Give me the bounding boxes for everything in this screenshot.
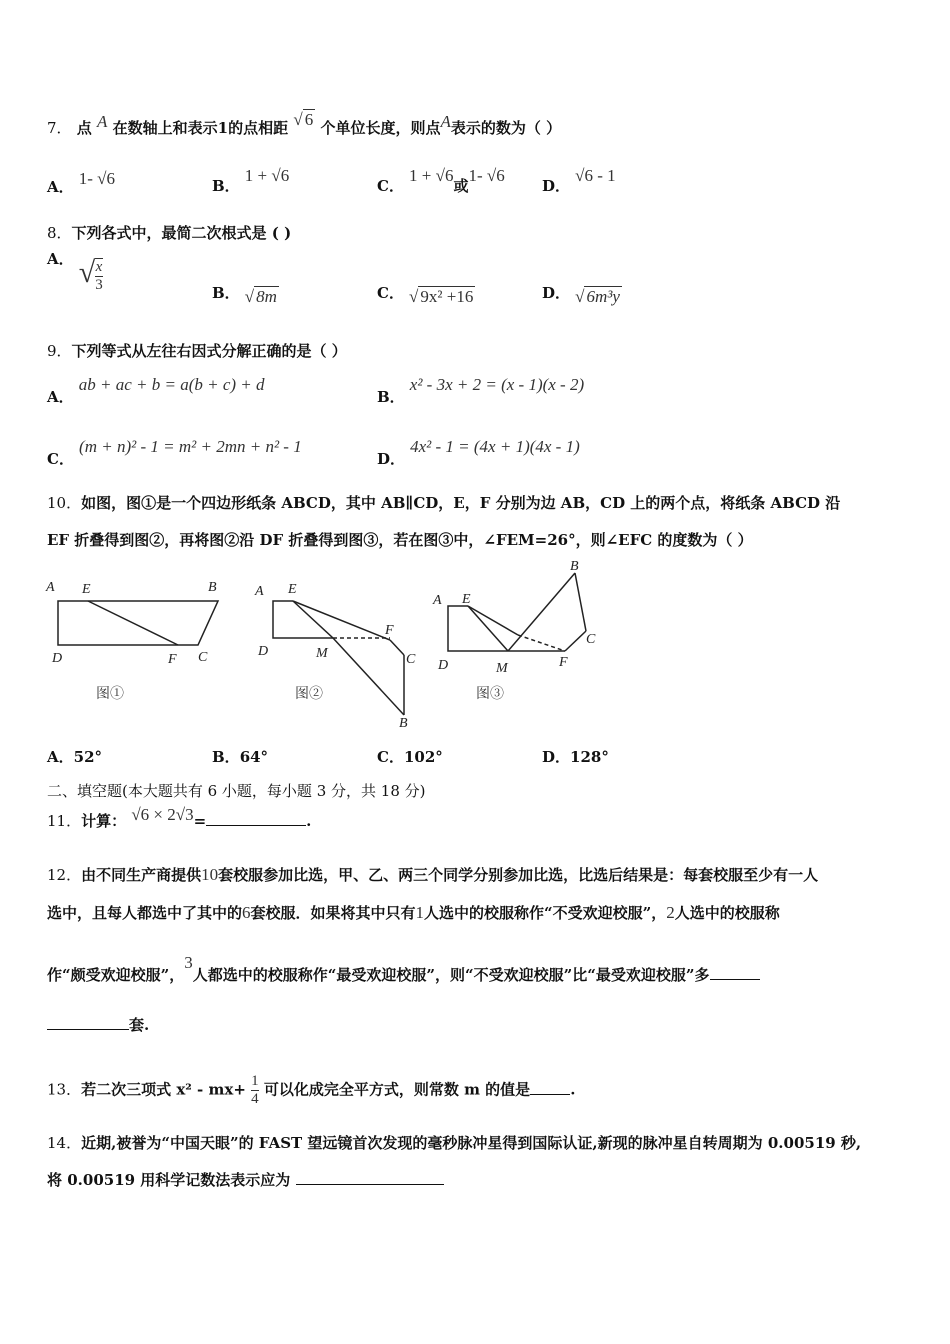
fig2-label-c: C xyxy=(406,652,416,667)
fig3-label-b: B xyxy=(570,559,579,574)
q12-line2: 选中，且每人都选中了其中的6套校服．如果将其中只有1人选中的校服称作“不受欢迎校服”，2人选中的校服称 xyxy=(47,903,780,922)
q12-line1: 12．由不同生产商提供10套校服参加比选，甲、乙、两三个同学分别参加比选，比选后结果是：每套校服至少有一人 xyxy=(47,865,819,884)
q10-option-d[interactable]: D．128° xyxy=(542,748,609,766)
fig1-strip xyxy=(58,601,218,645)
q8-stem: 8．下列各式中，最简二次根式是 ( ) xyxy=(47,224,292,242)
q7-option-a[interactable]: A． 1- √6 xyxy=(47,169,115,196)
q8-option-b[interactable]: B． √ 8m xyxy=(212,284,277,306)
q7-stem: 7． 点 A 在数轴上和表示1的点相距 √ 6 个单位长度，则点A表示的数为（ ） xyxy=(47,110,562,137)
q10-option-b[interactable]: B．64° xyxy=(212,748,269,766)
fig1-label-a: A xyxy=(46,580,55,595)
q7-option-d[interactable]: D． √6 - 1 xyxy=(542,166,616,195)
fig1-label-f: F xyxy=(168,652,177,667)
fig2-label-e: E xyxy=(288,582,297,597)
q9-option-a[interactable]: A． ab + ac + b = a(b + c) + d xyxy=(47,375,265,406)
q12-line3: 作“颇受欢迎校服”，3人都选中的校服称作“最受欢迎校服”，则“不受欢迎校服”比“最受欢迎校服”多 xyxy=(47,964,760,985)
section-2-title: 二、填空题(本大题共有 6 小题，每小题 3 分，共 18 分) xyxy=(47,782,426,800)
fig3-caption: 图③ xyxy=(476,687,504,702)
fig3-label-e: E xyxy=(462,592,471,607)
fig3-label-a: A xyxy=(433,593,442,608)
q10-stem-line2: EF 折叠得到图②，再将图②沿 DF 折叠得到图③，若在图③中，∠FEM=26°，则∠EFC 的度数为（ ） xyxy=(47,531,753,549)
fig1-label-e: E xyxy=(82,582,91,597)
fig3-left-part xyxy=(448,606,508,651)
q13-fraction: $\frac{1}{4}$ xyxy=(251,1073,259,1107)
point-a-symbol: A xyxy=(97,112,108,131)
q8-option-d[interactable]: D． √ 6m³y xyxy=(542,284,620,306)
fig1-label-b: B xyxy=(208,580,217,595)
q11-answer-blank[interactable] xyxy=(206,825,306,826)
q9-option-c[interactable]: C． (m + n)² - 1 = m² + 2mn + n² - 1 xyxy=(47,437,302,468)
q8-option-a[interactable]: A． √ $\frac{x}{3}$ xyxy=(47,250,103,293)
q13-stem: 13．若二次三项式 x² - mx+ $\frac{1}{4}$ 可以化成完全平方式，则常数 m 的值是 . xyxy=(47,1073,576,1107)
q10-option-a[interactable]: A．52° xyxy=(47,748,103,766)
fig2-label-d: D xyxy=(258,644,269,659)
fig3-label-m: M xyxy=(496,661,508,676)
fig2-label-a: A xyxy=(255,584,264,599)
fig1-caption: 图① xyxy=(96,687,124,702)
q11-stem: 11．计算： √6 × 2√3= . xyxy=(47,805,312,830)
q9-stem: 9．下列等式从左往右因式分解正确的是（ ） xyxy=(47,342,347,360)
q12-answer-blank-2[interactable] xyxy=(47,1029,129,1030)
q10-figures xyxy=(30,555,630,735)
q8-option-c[interactable]: C． √ 9x² +16 xyxy=(377,284,474,306)
q9-option-d[interactable]: D． 4x² - 1 = (4x + 1)(4x - 1) xyxy=(377,437,580,468)
fig3-label-f: F xyxy=(559,655,568,670)
fig1-label-c: C xyxy=(198,650,208,665)
fig2-caption: 图② xyxy=(295,687,323,702)
fig2-label-b: B xyxy=(399,716,408,731)
fig3-label-d: D xyxy=(438,658,449,673)
q14-line1: 14．近期,被誉为“中国天眼”的 FAST 望远镜首次发现的毫秒脉冲星得到国际认证,新现的脉冲星自转周期为 0.00519 秒, xyxy=(47,1134,862,1152)
q10-option-c[interactable]: C．102° xyxy=(377,748,443,766)
q12-line4: 套. xyxy=(47,1014,149,1035)
fig3-label-c: C xyxy=(586,632,596,647)
q9-option-b[interactable]: B． x² - 3x + 2 = (x - 1)(x - 2) xyxy=(377,375,585,406)
q14-line2: 将 0.00519 用科学记数法表示应为 xyxy=(47,1169,444,1190)
q13-answer-blank[interactable] xyxy=(530,1094,570,1095)
fig2-label-f: F xyxy=(385,623,394,638)
fig1-label-d: D xyxy=(52,651,63,666)
q10-stem-line1: 10．如图，图①是一个四边形纸条 ABCD，其中 AB∥CD，E，F 分别为边 AB，CD 上的两个点，将纸条 ABCD 沿 xyxy=(47,494,841,512)
q14-answer-blank[interactable] xyxy=(296,1184,444,1185)
fig2-label-m: M xyxy=(316,646,328,661)
q7-option-b[interactable]: B． 1 + √6 xyxy=(212,166,290,195)
q11-expression: √6 × 2√3 xyxy=(131,805,194,824)
fig1-fold-line xyxy=(88,601,178,645)
q7-option-c[interactable]: C． 1 + √6或1- √6 xyxy=(377,166,505,195)
q7-number: 7． xyxy=(47,119,72,137)
q12-answer-blank-1[interactable] xyxy=(710,979,760,980)
fig2-left-part xyxy=(273,601,333,638)
